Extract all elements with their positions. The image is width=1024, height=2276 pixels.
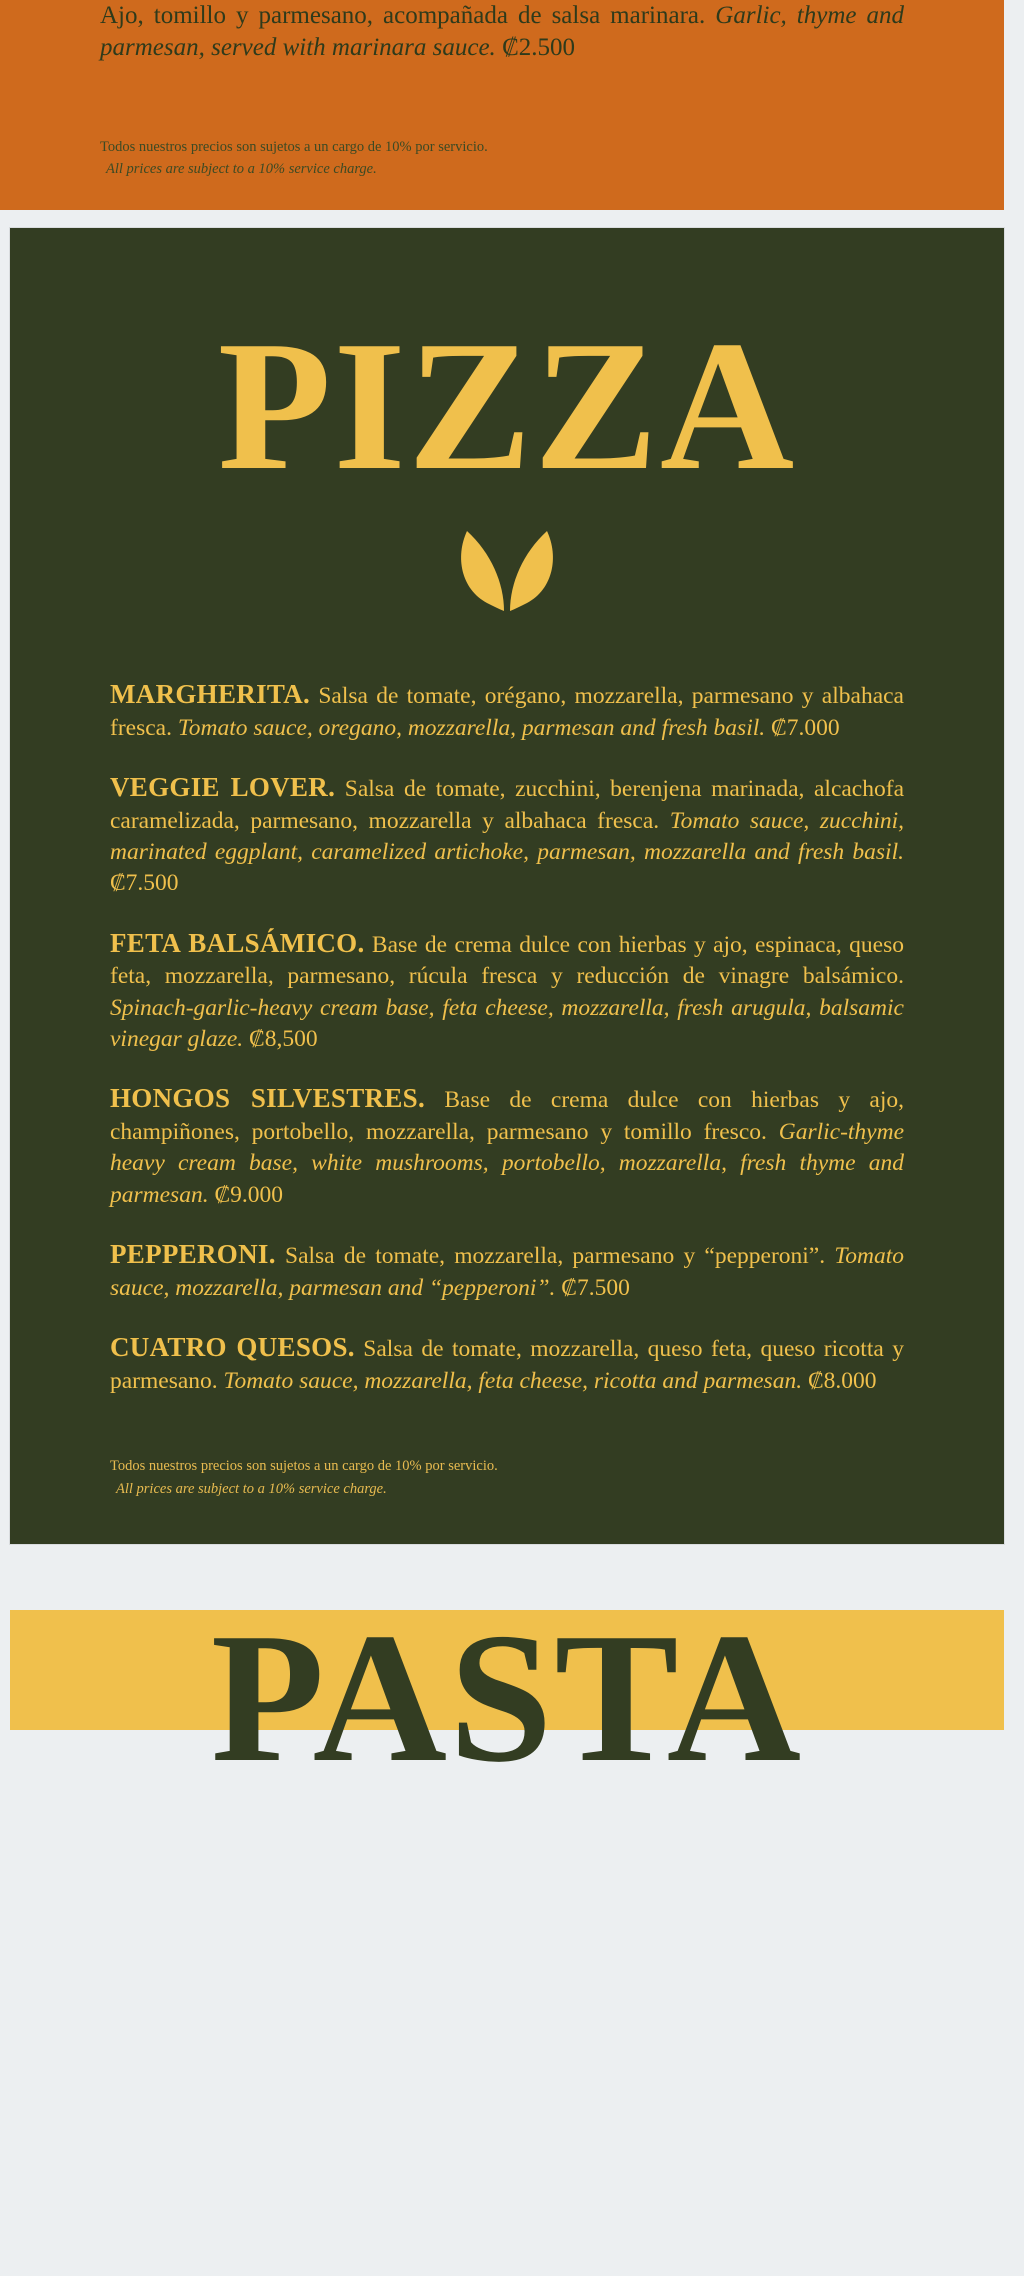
appetizer-description-en: Garlic, thyme and parmesan, served with marinara sauce.	[100, 2, 905, 61]
menu-item	[110, 1237, 904, 1304]
menu-item-price: ₡8.000	[807, 1367, 877, 1394]
menu-item	[110, 677, 904, 744]
menu-item-description-es: Base de crema dulce con hierbas y ajo, espinaca, queso feta, mozzarella, parmesano, rúcula fresca y reducción de vinagre balsámico.	[110, 931, 904, 990]
menu-item-price: ₡8,500	[249, 1025, 318, 1052]
menu-item-description-en: Tomato sauce, mozzarella, parmesan and “pepperoni”.	[110, 1242, 905, 1301]
menu-item-price: ₡7.500	[110, 870, 179, 897]
menu-item-description-en: Tomato sauce, mozzarella, feta cheese, ricotta and parmesan.	[223, 1367, 803, 1394]
menu-item-name: FETA BALSÁMICO.	[110, 927, 365, 958]
menu-item-description-en: Garlic-thyme heavy cream base, white mushrooms, portobello, mozzarella, fresh thyme and parmesan.	[110, 1119, 905, 1208]
pizza-service-note	[110, 1455, 904, 1500]
menu-item-price: ₡7.500	[561, 1274, 630, 1301]
menu-item-price: ₡9.000	[214, 1181, 284, 1208]
pizza-service-note-es: Todos nuestros precios son sujetos a un cargo de 10% por servicio.	[110, 1458, 498, 1475]
leaf-ornament-icon	[447, 523, 567, 615]
menu-item-description-es: Base de crema dulce con hierbas y ajo, champiñones, portobello, mozzarella, parmesano y tomillo fresco.	[110, 1087, 904, 1146]
menu-item-description-en: Spinach-garlic-heavy cream base, feta cheese, mozzarella, fresh arugula, balsamic vinegar glaze.	[110, 994, 904, 1052]
appetizer-price: ₡2.500	[502, 34, 575, 61]
pasta-section-title: PASTA	[210, 1595, 804, 1802]
menu-item-name: CUATRO QUESOS.	[110, 1331, 355, 1362]
pizza-items-list	[110, 677, 904, 1397]
pizza-section-title: PIZZA	[217, 303, 797, 509]
appetizers-service-note	[100, 136, 904, 181]
appetizers-service-note-en: All prices are subject to a 10% service charge.	[106, 161, 377, 178]
menu-item-price: ₡7.000	[771, 714, 840, 741]
appetizer-description-es: Ajo, tomillo y parmesano, acompañada de salsa marinara.	[100, 2, 706, 29]
pasta-panel-head	[10, 1595, 1004, 1802]
menu-item-description-en: Tomato sauce, zucchini, marinated eggplant, caramelized artichoke, parmesan, mozzarella and fresh basil.	[110, 807, 905, 865]
pizza-service-note-en: All prices are subject to a 10% service charge.	[116, 1480, 387, 1497]
appetizers-service-note-es: Todos nuestros precios son sujetos a un cargo de 10% por servicio.	[100, 139, 488, 155]
menu-item-description-en: Tomato sauce, oregano, mozzarella, parmesan and fresh basil.	[177, 714, 766, 741]
menu-item-description-es: Salsa de tomate, zucchini, berenjena marinada, alcachofa caramelizada, parmesano, mozzarella y albahaca fresca.	[110, 775, 904, 834]
menu-item-description-es: Salsa de tomate, orégano, mozzarella, parmesano y albahaca fresca.	[110, 682, 904, 741]
menu-item	[110, 1330, 904, 1397]
menu-item-name: VEGGIE LOVER.	[110, 771, 336, 802]
menu-item-name: HONGOS SILVESTRES.	[110, 1083, 425, 1114]
menu-item	[110, 770, 904, 900]
menu-item	[110, 1081, 904, 1211]
pizza-panel	[10, 228, 1004, 1544]
menu-item	[110, 926, 904, 1056]
menu-item-description-es: Salsa de tomate, mozzarella, queso feta, queso ricotta y parmesano.	[110, 1335, 904, 1394]
menu-item-name: MARGHERITA.	[110, 678, 311, 709]
appetizers-panel-tail	[0, 0, 1004, 210]
menu-item-name: PEPPERONI.	[110, 1238, 276, 1269]
appetizer-last-item	[100, 0, 904, 64]
menu-item-description-es: Salsa de tomate, mozzarella, parmesano y “pepperoni”.	[285, 1242, 826, 1269]
